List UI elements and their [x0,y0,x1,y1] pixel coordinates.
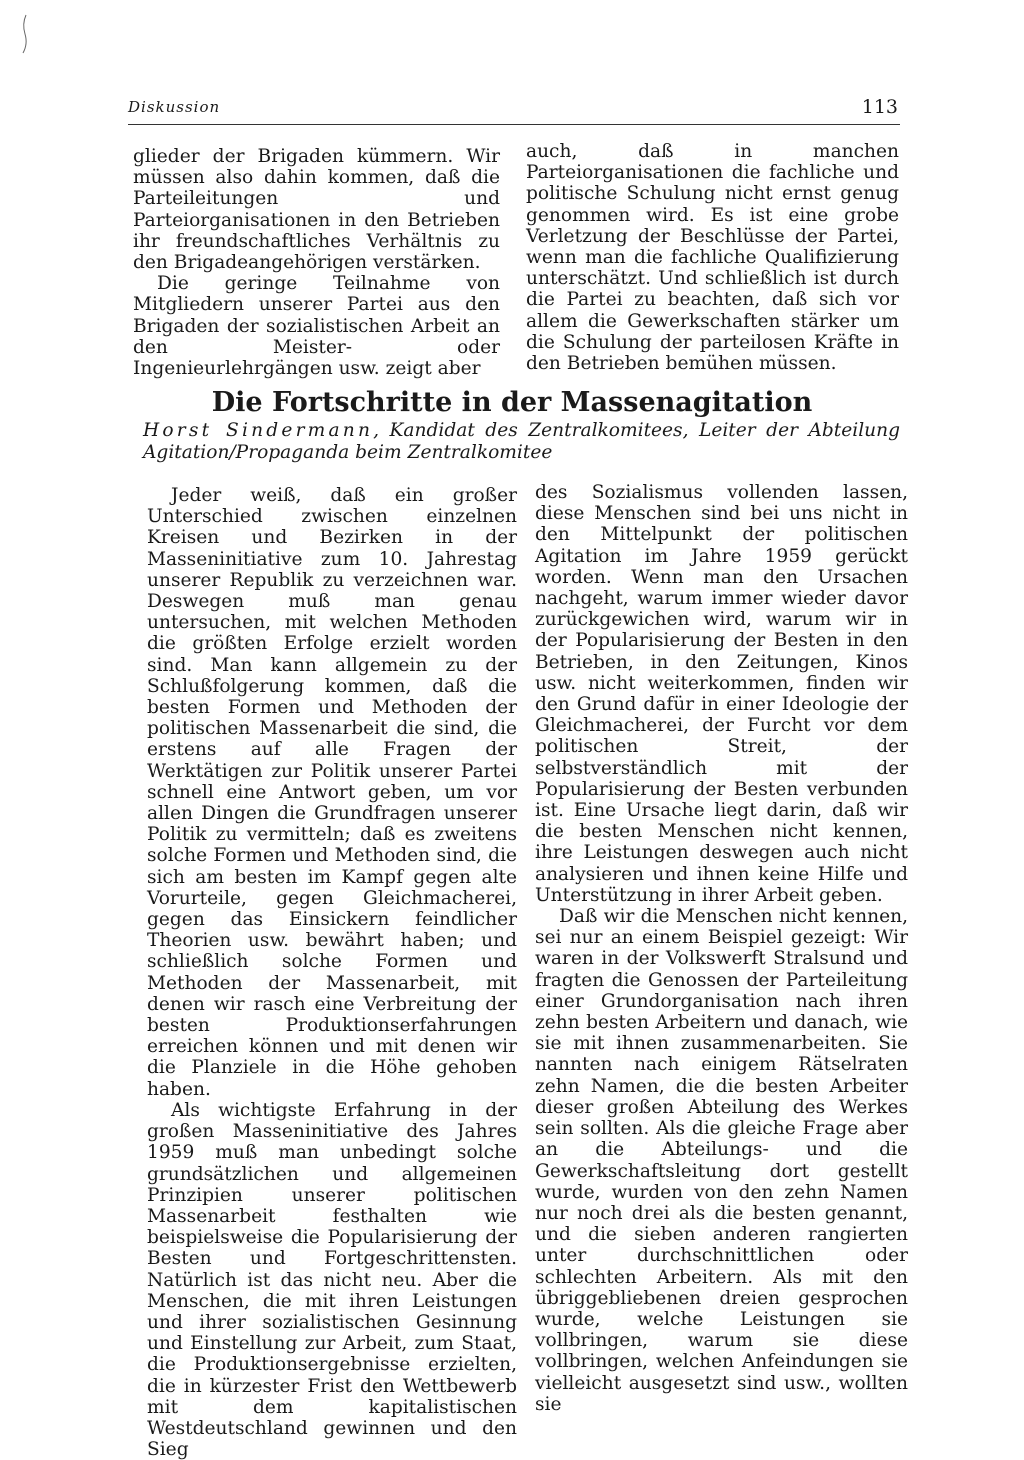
paragraph: Jeder weiß, daß ein großer Unterschied zwischen einzelnen Kreisen und Bezirken in der Masseninitiative zum 10. Jahrestag unserer Republik zu verzeichnen war. Deswegen muß man genau untersuchen, mit welchen Methoden die größten Erfolge erzielt worden sind. Man kann allgemein zu der Schlußfolgerung kommen, daß die besten Formen und Methoden der politischen Massenarbeit die sind, die erstens auf alle Fragen der Werktätigen zur Politik unserer Partei schnell eine Antwort geben, um vor allen Dingen die Grundfragen unserer Politik zu vermitteln; daß es zweitens solche Formen und Methoden sind, die sich am besten im Kampf gegen alte Vorurteile, gegen Gleichmacherei, gegen das Einsickern feindlicher Theorien usw. bewährt haben; und schließlich solche Formen und Methoden der Massenarbeit, mit denen wir rasch eine Verbreitung der besten Produktionserfahrungen erreichen können und mit denen wir die Planziele in die Höhe gehoben haben. [147,485,517,1100]
paragraph: Die geringe Teilnahme von Mitgliedern unserer Partei aus den Brigaden der sozialistischen Arbeit an den Meister- oder Ingenieurlehrgängen usw. zeigt aber [133,273,500,380]
header-rule [128,124,900,125]
margin-pencil-mark [20,14,30,54]
paragraph: Als wichtigste Erfahrung in der großen Masseninitiative des Jahres 1959 muß man unbedingt solche grundsätzlichen und allgemeinen Prinzipien unserer politischen Massenarbeit festhalten wie beispielsweise die Popularisierung der Besten und Fortgeschrittensten. Natürlich ist das nicht neu. Aber die Menschen, die mit ihren Leistungen und ihrer sozialistischen Gesinnung und Einstellung zur Arbeit, zum Staat, die Produktionsergebnisse erzielten, die in kürzester Frist den Wettbewerb mit dem kapitalistischen Westdeutschland gewinnen und den Sieg [147,1099,517,1460]
author-role: , Kandidat des Zentralkomitees, Leiter der Abteilung Agitation/Propaganda beim Zentralkomitee [143,420,901,464]
top-left-column [133,146,500,379]
paragraph: Daß wir die Menschen nicht kennen, sei nur an einem Beispiel gezeigt: Wir waren in der Volkswerft Stralsund und fragten die Genossen der Parteileitung einer Grundorganisation nach ihren zehn besten Arbeitern und danach, wie sie mit ihnen zusammenarbeiten. Sie nannten nach einigem Rätselraten zehn Namen, die die besten Arbeiter dieser großen Abteilung des Werkes sein sollten. Als die gleiche Frage aber an die Abteilungs- und die Gewerkschaftsleitung dort gestellt wurde, wurden von den zehn Namen nur noch drei als die besten genannt, und die sieben anderen rangierten unter durchschnittlichen oder schlechten Arbeitern. Als mit den übriggebliebenen dreien gesprochen wurde, welche Leistungen sie vollbringen, warum sie diese vollbringen, welchen Anfeindungen sie vielleicht ausgesetzt sind usw., wollten sie [535,906,908,1415]
running-head [128,98,898,122]
byline [143,420,900,465]
running-title: Diskussion [128,98,221,116]
top-right-column [526,141,899,374]
article-left-column [147,485,517,1460]
article-title: Die Fortschritte in der Massenagitation [211,387,813,418]
paragraph: des Sozialismus vollenden lassen, diese Menschen sind bei uns nicht in den Mittelpunkt der politischen Agitation im Jahre 1959 gerückt worden. Wenn man den Ursachen nachgeht, warum immer wieder davor zurückgewichen wird, warum wir in der Popularisierung der Besten in den Betrieben, in den Zeitungen, Kinos usw. nicht weiterkommen, finden wir den Grund dafür in einer Ideologie der Gleichmacherei, der Furcht vor dem politischen Streit, der selbstverständlich mit der Popularisierung der Besten verbunden ist. Eine Ursache liegt darin, daß wir die besten Menschen nicht kennen, ihre Leistungen deswegen auch nicht analysieren und ihnen keine Hilfe und Unterstützung in ihrer Arbeit geben. [535,482,908,906]
author-name: Horst Sindermann [143,420,374,441]
page-number: 113 [861,96,898,118]
article-right-column [535,482,908,1415]
paragraph: auch, daß in manchen Parteiorganisationen die fachliche und politische Schulung nicht ernst genug genommen wird. Es ist eine grobe Verletzung der Beschlüsse der Partei, wenn man die fachliche Qualifizierung unterschätzt. Und schließlich ist durch die Partei zu beachten, daß sich vor allem die Gewerkschaften stärker um die Schulung der parteilosen Kräfte in den Betrieben bemühen müssen. [526,141,899,375]
paragraph: glieder der Brigaden kümmern. Wir müssen also dahin kommen, daß die Parteileitungen und Parteiorganisationen in den Betrieben ihr freundschaftliches Verhältnis zu den Brigadeangehörigen verstärken. [133,146,500,274]
